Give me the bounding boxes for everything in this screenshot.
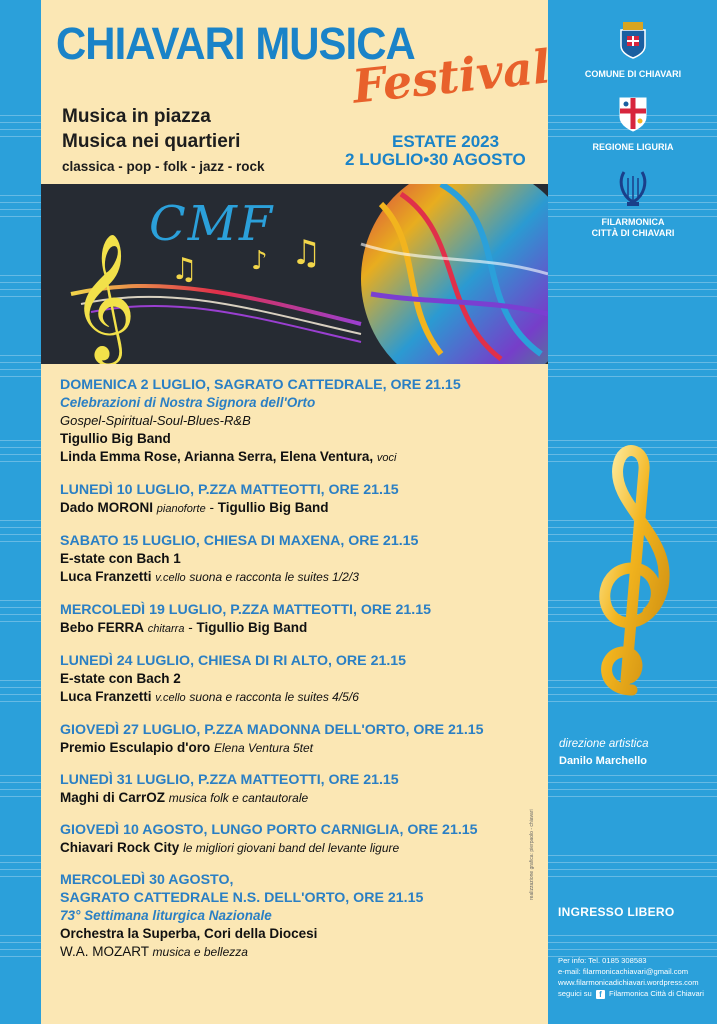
music-note-icon: ♪: [251, 246, 268, 276]
event-performer-line: [60, 568, 540, 587]
event-artist: Orchestra la Superba, Cori della Diocesi: [60, 926, 318, 941]
festival-title: CHIAVARI MUSICA: [56, 18, 415, 69]
event-singers: Linda Emma Rose, Arianna Serra, Elena Ventura,: [60, 449, 374, 464]
subtitle-piazza: Musica in piazza: [62, 106, 211, 127]
sponsor-label: REGIONE LIGURIA: [592, 142, 674, 152]
event-performer-line: [60, 789, 540, 807]
direction-label: direzione artistica: [559, 738, 649, 750]
event-performer-line: [60, 839, 540, 857]
artwork-banner: [41, 184, 548, 364]
music-note-icon: ♫: [171, 252, 198, 287]
event-note: suona e racconta le suites 4/5/6: [189, 690, 359, 704]
event-band: Tigullio Big Band: [217, 500, 329, 515]
event-artist: Bebo FERRA: [60, 620, 144, 635]
event-performer-line: [60, 739, 540, 757]
festival-script: Festival: [350, 39, 553, 114]
event-note: Elena Ventura 5tet: [214, 741, 313, 755]
event-note: le migliori giovani band del levante ligure: [183, 841, 400, 855]
event-performer-line: [60, 943, 540, 961]
free-entry-label: INGRESSO LIBERO: [558, 905, 675, 919]
cmf-logo: CMF: [149, 196, 275, 252]
sponsor-label: COMUNE DI CHIAVARI: [584, 69, 682, 79]
design-credit: realizzazione grafica: pierpaolo - chiavari: [529, 809, 535, 900]
event-genre: Gospel-Spiritual-Soul-Blues-R&B: [60, 413, 251, 428]
direction-name: Danilo Marchello: [559, 755, 648, 767]
event-separator: -: [209, 500, 214, 515]
event-heading: LUNEDÌ 24 LUGLIO, CHIESA DI RI ALTO, ORE 21.15: [60, 653, 407, 669]
season-label: ESTATE 2023: [392, 132, 500, 151]
event-list: [60, 376, 540, 975]
golden-treble-clef-icon: [560, 440, 700, 710]
event-singers-role: voci: [376, 452, 397, 464]
event-heading: LUNEDÌ 10 LUGLIO, P.ZZA MATTEOTTI, ORE 21.15: [60, 482, 399, 498]
sponsor-filarmonica: [568, 168, 698, 239]
sponsor-comune: [568, 20, 698, 80]
info-email[interactable]: e-mail: filarmonicachiavari@gmail.com: [558, 967, 689, 976]
info-phone: Per info: Tel. 0185 308583: [558, 956, 647, 965]
event-heading: LUNEDÌ 31 LUGLIO, P.ZZA MATTEOTTI, ORE 21.15: [60, 772, 399, 788]
event-item: [60, 481, 540, 518]
event-performer-line: [60, 619, 540, 638]
event-instrument: chitarra: [147, 623, 185, 635]
event-artist: Luca Franzetti: [60, 689, 152, 704]
sponsor-regione: [568, 95, 698, 153]
event-heading: GIOVEDÌ 10 AGOSTO, LUNGO PORTO CARNIGLIA, ORE 21.15: [60, 822, 478, 838]
event-item: [60, 721, 540, 757]
info-follow: seguici su: [558, 989, 592, 998]
genres-line: classica - pop - folk - jazz - rock: [62, 159, 265, 174]
festival-dates: 2 LUGLIO•30 AGOSTO: [345, 150, 526, 169]
event-item: [60, 821, 540, 857]
event-performer-line: [60, 499, 540, 518]
event-artist: Chiavari Rock City: [60, 840, 180, 855]
sponsor-label: CITTÀ DI CHIAVARI: [591, 228, 675, 238]
event-performer: Tigullio Big Band: [60, 431, 171, 446]
contact-info: [558, 955, 704, 999]
event-instrument: v.cello: [155, 572, 186, 584]
info-facebook-line: [558, 988, 704, 999]
event-item: [60, 532, 540, 587]
event-artist: Maghi di CarrOZ: [60, 790, 166, 805]
event-heading: MERCOLEDÌ 19 LUGLIO, P.ZZA MATTEOTTI, ORE 21.15: [60, 602, 432, 618]
event-celebration: Celebrazioni di Nostra Signora dell'Orto: [60, 395, 316, 410]
event-separator: -: [188, 620, 193, 635]
event-item: [60, 601, 540, 638]
event-artist: Dado MORONI: [60, 500, 153, 515]
event-composer: W.A. MOZART: [60, 944, 149, 959]
event-note: musica folk e cantautorale: [168, 791, 309, 805]
event-heading: MERCOLEDÌ 30 AGOSTO,: [60, 872, 234, 888]
subtitle-quartieri: Musica nei quartieri: [62, 131, 241, 152]
lyre-icon: [616, 168, 650, 208]
event-program: E-state con Bach 1: [60, 551, 181, 566]
info-facebook[interactable]: Filarmonica Città di Chiavari: [609, 989, 704, 998]
event-instrument: v.cello: [155, 692, 186, 704]
event-program: E-state con Bach 2: [60, 671, 181, 686]
event-instrument: pianoforte: [156, 503, 206, 515]
event-item: [60, 771, 540, 807]
event-item: [60, 652, 540, 707]
event-note: suona e racconta le suites 1/2/3: [189, 570, 359, 584]
event-item: [60, 376, 540, 467]
region-crest-icon: [617, 95, 649, 133]
info-website[interactable]: www.filarmonicadichiavari.wordpress.com: [558, 978, 699, 987]
facebook-icon: f: [596, 990, 605, 999]
painted-face-artwork: [41, 184, 548, 364]
event-note: musica e bellezza: [152, 945, 248, 959]
event-heading: DOMENICA 2 LUGLIO, SAGRATO CATTEDRALE, ORE 21.15: [60, 377, 461, 393]
event-artist: Luca Franzetti: [60, 569, 152, 584]
music-note-icon: ♫: [291, 233, 322, 273]
event-heading: GIOVEDÌ 27 LUGLIO, P.ZZA MADONNA DELL'ORTO, ORE 21.15: [60, 722, 484, 738]
event-singers-line: [60, 448, 540, 467]
event-liturgy: 73° Settimana liturgica Nazionale: [60, 908, 272, 923]
event-item: [60, 871, 540, 961]
city-crest-icon: [617, 20, 649, 60]
sponsor-label: FILARMONICA: [601, 217, 665, 227]
treble-clef-icon: 𝄞: [71, 232, 137, 360]
event-heading-venue: SAGRATO CATTEDRALE N.S. DELL'ORTO, ORE 21.15: [60, 890, 424, 906]
event-artist: Premio Esculapio d'oro: [60, 740, 211, 755]
event-band: Tigullio Big Band: [196, 620, 308, 635]
event-heading: SABATO 15 LUGLIO, CHIESA DI MAXENA, ORE 21.15: [60, 533, 419, 549]
event-performer-line: [60, 688, 540, 707]
